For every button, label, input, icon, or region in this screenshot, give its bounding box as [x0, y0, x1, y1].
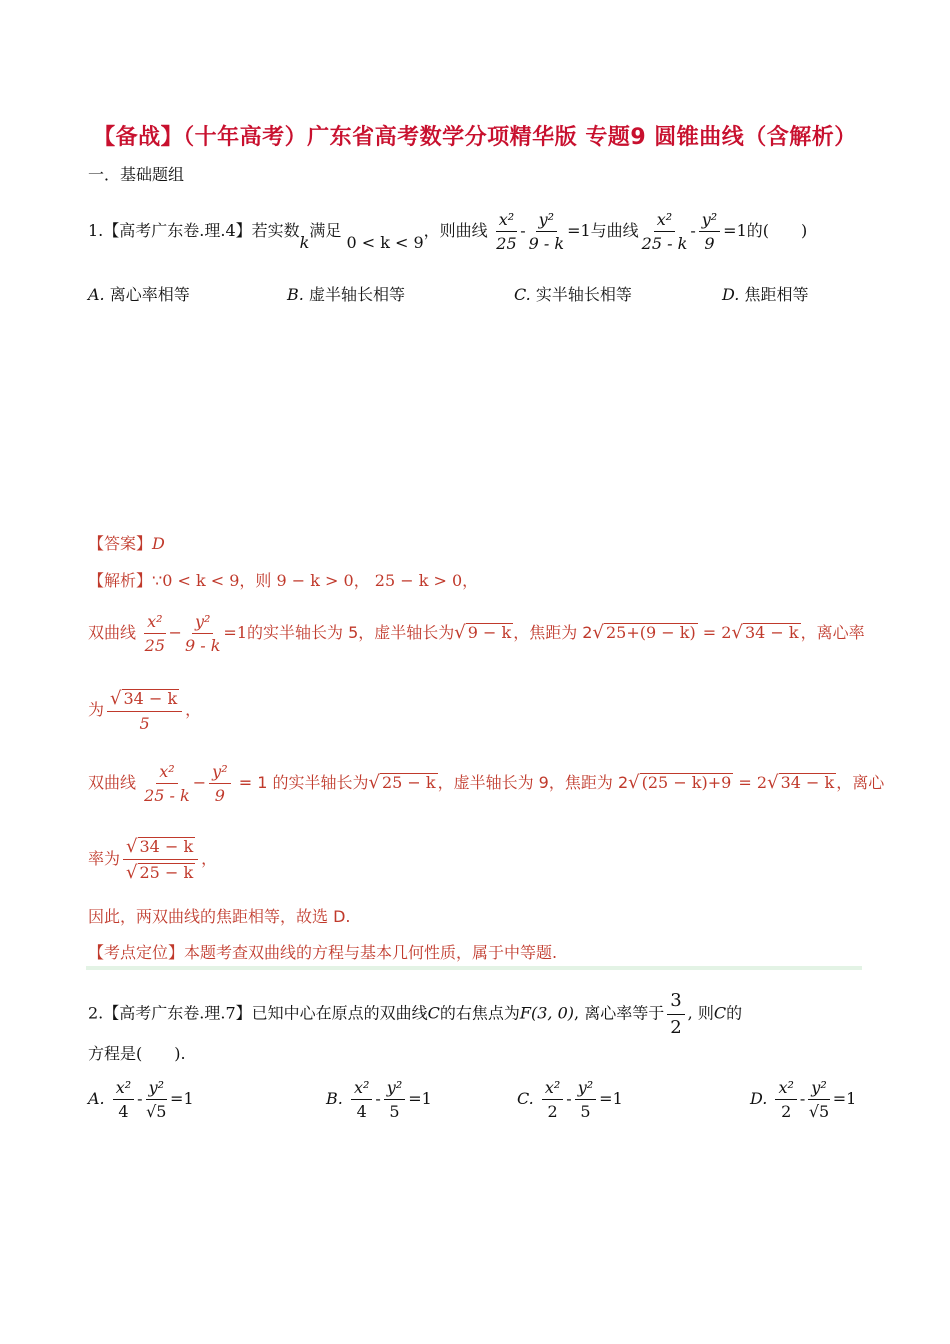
- question-2: 2.【高考广东卷.理.7】已知中心在原点的双曲线C的右焦点为F(3, 0), 离心率等于 $\frac{3}{2}$ , 则C的: [88, 990, 743, 1038]
- q1-option-d: D. 焦距相等: [722, 285, 809, 304]
- analysis-line-3: 为 $\frac{√ 34 - k}{5}$ ，: [88, 688, 202, 733]
- q1-curve2-eq: =1: [723, 221, 747, 241]
- q1-option-a: A. 离心率相等: [88, 285, 190, 304]
- q1-k: k: [299, 233, 310, 253]
- section-divider: [86, 966, 862, 970]
- q1-option-b: B. 虚半轴长相等: [287, 285, 405, 304]
- q2-option-b: B. $\frac{\text{x²}}{4}$ - $\frac{\text{y²}}{5}$ =1: [326, 1078, 432, 1121]
- q1-cond-label: 满足: [309, 221, 342, 241]
- answer-line: 【答案】D: [88, 534, 165, 553]
- section-heading: 一．基础题组: [88, 165, 185, 184]
- q1-curve1-eq: =1: [567, 221, 591, 241]
- analysis-line-2: 双曲线 $\frac{\text{x²}}{25}$ − $\frac{\text{y²}}{9 - k}$ =1的实半轴长为 5，虚半轴长为√ 9 − k ，焦距为 2√ 25+(9 − k) = 2√ 34 − k ，离心率: [88, 612, 865, 655]
- question-1: [88, 210, 807, 253]
- q1-curve1-frac2: $\frac{\text{y²}}{9 - k}$: [528, 210, 565, 254]
- q1-curve2-minus: -: [690, 221, 696, 241]
- analysis-line-1: 【解析】∵0 < k < 9，则 9 − k > 0， 25 − k > 0，: [88, 571, 479, 590]
- analysis-line-5: 率为 $\frac{√ 34 - k}{√ 25 - k}$ ，: [88, 836, 218, 883]
- page-title: 【备战】（十年高考）广东省高考数学分项精华版 专题9 圆锥曲线（含解析）: [93, 125, 857, 150]
- q2-option-d: D. $\frac{\text{x²}}{2}$ - $\frac{\text{y²}}{√5}$ =1: [750, 1078, 857, 1121]
- q2-option-a: A. $\frac{\text{x²}}{4}$ - $\frac{\text{y²}}{√5}$ =1: [88, 1078, 194, 1121]
- q1-option-c: C. 实半轴长相等: [514, 285, 632, 304]
- question-2-line-2: 方程是( ).: [88, 1044, 186, 1063]
- q1-curve2-frac2: $\frac{\text{y²}}{9}$: [699, 210, 720, 253]
- analysis-line-4: 双曲线 $\frac{\text{x²}}{25 - k}$ − $\frac{\text{y²}}{9}$ = 1 的实半轴长为√ 25 − k ，虚半轴长为 9，焦距为 2√ (25 − k)+9 = 2√ 34 − k ，离心: [88, 762, 885, 805]
- q1-prefix: 1.【高考广东卷.理.4】若实数: [88, 221, 300, 241]
- q1-condition: 0 < k < 9: [346, 233, 424, 253]
- key-point: 【考点定位】本题考查双曲线的方程与基本几何性质，属于中等题.: [88, 943, 558, 962]
- q1-curve2-frac1: $\frac{\text{x²}}{25 - k}$: [641, 210, 688, 254]
- q1-curve1-frac1: $\frac{\text{x²}}{25}$: [496, 210, 517, 254]
- q1-curve1-minus: -: [520, 221, 526, 241]
- q1-tail: 的( ): [746, 221, 808, 241]
- q2-option-c: C. $\frac{\text{x²}}{2}$ - $\frac{\text{y²}}{5}$ =1: [517, 1078, 623, 1121]
- q1-and: 与曲线: [590, 221, 639, 241]
- q1-then: ，则曲线: [423, 221, 488, 241]
- analysis-conclusion: 因此，两双曲线的焦距相等，故选 D.: [88, 907, 351, 926]
